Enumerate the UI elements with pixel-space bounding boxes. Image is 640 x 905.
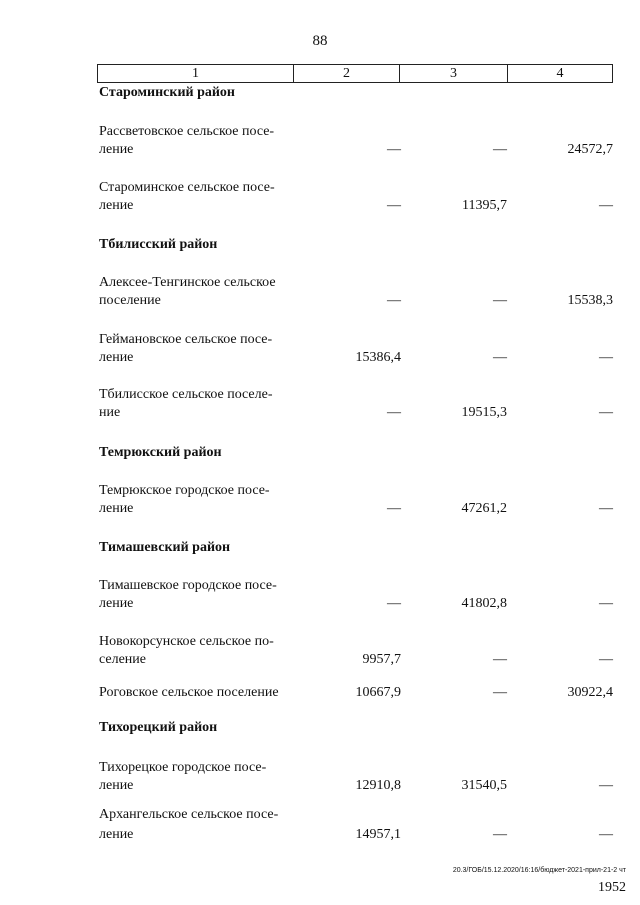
value-col2: 9957,7 (362, 652, 401, 667)
value-col3: 41802,8 (461, 596, 507, 611)
footer-document-code: 20.3/ГОБ/15.12.2020/16:16/бюджет-2021-прил-21-2 чт (452, 867, 626, 874)
value-col2: — (387, 198, 401, 213)
value-col2: 10667,9 (355, 685, 401, 700)
value-col4: 30922,4 (567, 685, 613, 700)
value-col3: — (493, 293, 507, 308)
value-col2: 12910,8 (355, 778, 401, 793)
settlement-name-line2: ление (99, 596, 134, 611)
value-col4: — (599, 652, 613, 667)
value-col3: — (493, 652, 507, 667)
value-col4: — (599, 827, 613, 842)
value-col4: — (599, 778, 613, 793)
value-col3: 19515,3 (461, 405, 507, 420)
settlement-name-line2: селение (99, 652, 146, 667)
settlement-name: Роговское сельское поселение (99, 685, 279, 700)
value-col3: — (493, 350, 507, 365)
value-col2: — (387, 405, 401, 420)
settlement-name-line1: Алексее-Тенгинское сельское (99, 275, 276, 290)
page-number: 88 (312, 33, 328, 49)
settlement-name-line1: Тимашевское городское посе- (99, 578, 277, 593)
settlement-name-line1: Темрюкское городское посе- (99, 483, 270, 498)
column-header-4: 4 (556, 66, 564, 81)
value-col2: 14957,1 (355, 827, 401, 842)
settlement-name-line2: ление (99, 778, 134, 793)
settlement-name-line2: ние (99, 405, 121, 420)
district-name: Староминский район (99, 85, 235, 100)
district-name: Тимашевский район (99, 540, 231, 555)
settlement-name-line1: Рассветовское сельское посе- (99, 124, 275, 139)
value-col4: 15538,3 (567, 293, 613, 308)
settlement-name-line1: Геймановское сельское посе- (99, 332, 273, 347)
value-col3: — (493, 685, 507, 700)
settlement-name-line1: Тбилисское сельское поселе- (99, 387, 273, 402)
value-col3: — (493, 827, 507, 842)
value-col4: 24572,7 (567, 142, 613, 157)
settlement-name-line2: ление (99, 350, 134, 365)
value-col2: — (387, 596, 401, 611)
value-col2: — (387, 293, 401, 308)
value-col2: — (387, 501, 401, 516)
settlement-name-line2: поселение (99, 293, 161, 308)
district-name: Темрюкский район (99, 445, 222, 460)
settlement-name-line2: ление (99, 198, 134, 213)
column-header-1: 1 (98, 65, 294, 82)
value-col4: — (599, 405, 613, 420)
settlement-name-line2: ление (99, 142, 134, 157)
settlement-name-line1: Архангельское сельское посе- (99, 807, 279, 822)
value-col3: 31540,5 (461, 778, 507, 793)
table-header (97, 64, 613, 83)
value-col4: — (599, 501, 613, 516)
settlement-name-line2: ление (99, 827, 134, 842)
settlement-name-line2: ление (99, 501, 134, 516)
value-col4: — (599, 596, 613, 611)
district-name: Тбилисский район (99, 237, 218, 252)
value-col3: 47261,2 (461, 501, 507, 516)
column-header-3: 3 (400, 65, 508, 82)
column-header-2: 2 (294, 65, 400, 82)
value-col3: — (493, 142, 507, 157)
district-name: Тихорецкий район (99, 720, 218, 735)
value-col2: — (387, 142, 401, 157)
value-col2: 15386,4 (355, 350, 401, 365)
value-col3: 11395,7 (462, 198, 507, 213)
settlement-name-line1: Новокорсунское сельское по- (99, 634, 274, 649)
settlement-name-line1: Тихорецкое городское посе- (99, 760, 267, 775)
settlement-name-line1: Староминское сельское посе- (99, 180, 275, 195)
value-col4: — (599, 198, 613, 213)
value-col4: — (599, 350, 613, 365)
footer-sheet-number: 1952 (598, 880, 626, 895)
